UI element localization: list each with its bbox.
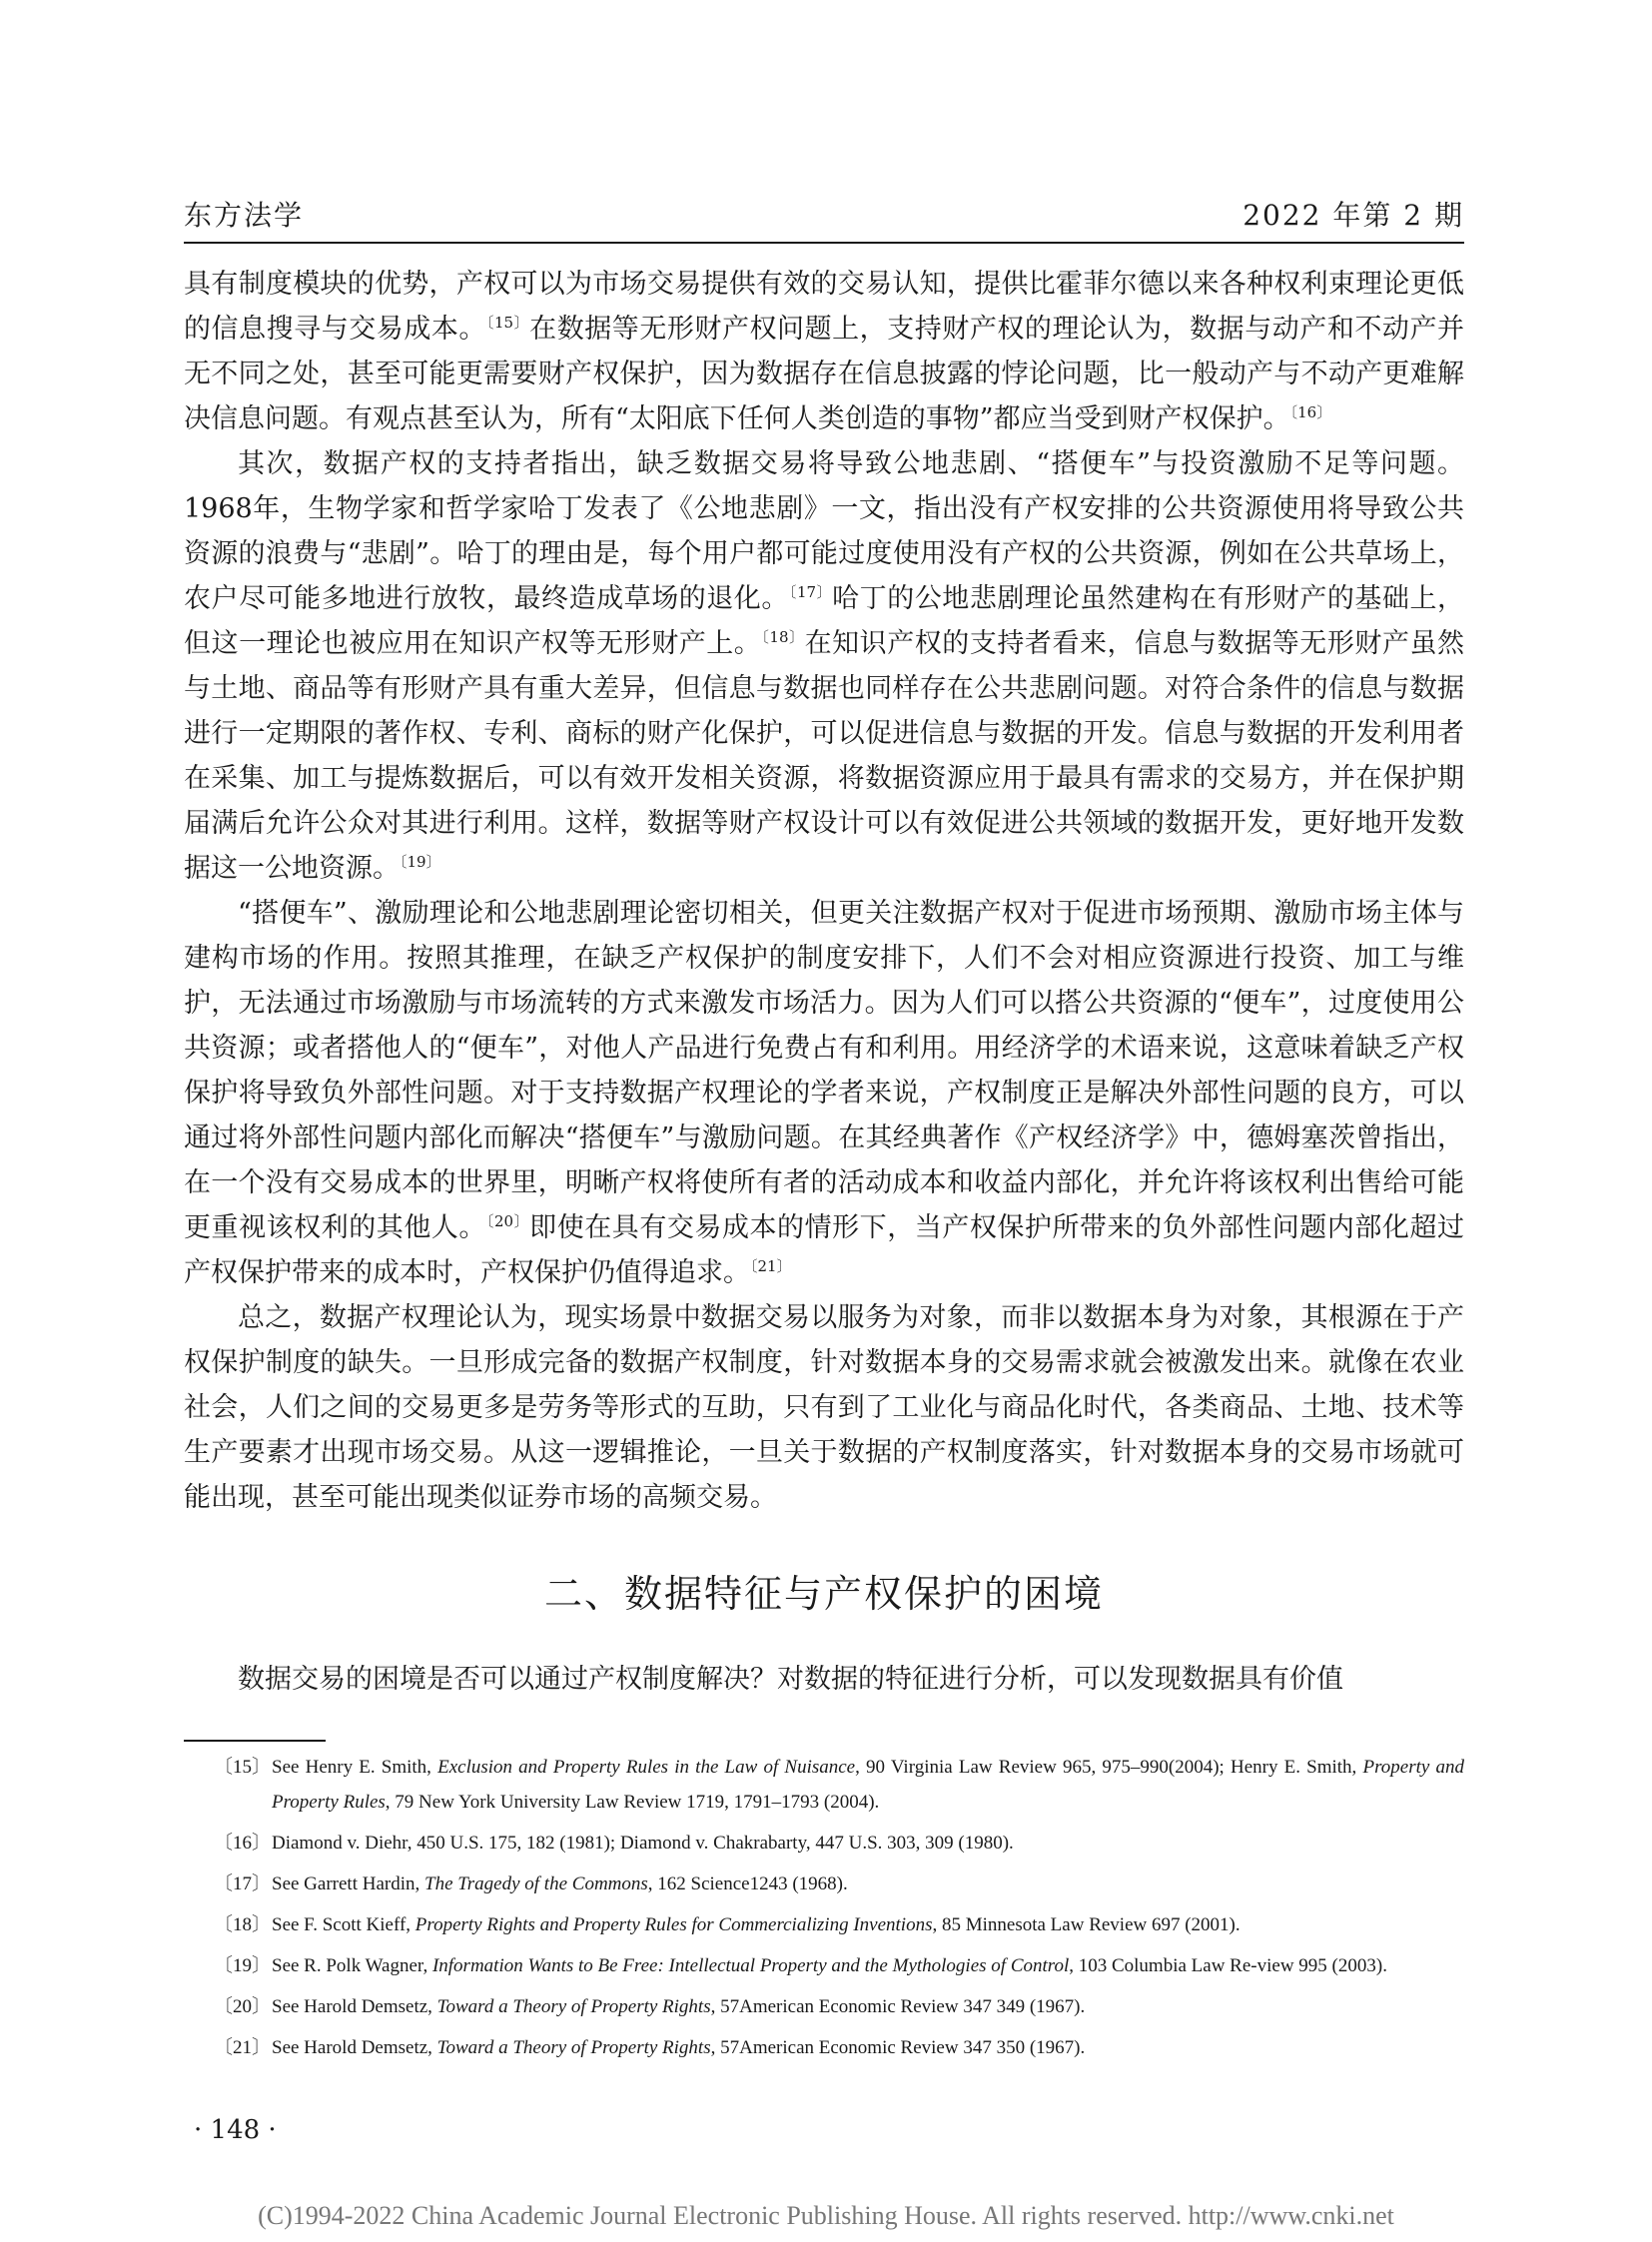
page-number: · 148 · (194, 2115, 277, 2145)
footnote-mark: 〔19〕 (214, 1955, 272, 1976)
text-run: 在知识产权的支持者看来，信息与数据等无形财产虽然与土地、商品等有形财产具有重大差异，但信息与数据也同样存在公共悲剧问题。对符合条件的信息与数据进行一定期限的著作权、专利、商标的财产化保护，可以促进信息与数据的开发。信息与数据的开发利用者在采集、加工与提炼数据后，可以有效开发相关资源，将数据资源应用于最具有需求的交易方，并在保护期届满后允许公众对其进行利用。这样，数据等财产权设计可以有效促进公共领域的数据开发，更好地开发数据这一公地资源。 (184, 628, 1465, 884)
text-run: , 90 Virginia Law Review 965, 975–990(2004); Henry E. Smith, (855, 1757, 1363, 1778)
copyright-notice: (C)1994-2022 China Academic Journal Electronic Publishing House. All rights reserved. http://www.cnki.net (258, 2201, 1394, 2230)
footnote-item (184, 1826, 1464, 1861)
footnote-item (184, 1989, 1464, 2024)
text-run: 在数据等无形财产权问题上，支持财产权的理论认为，数据与动产和不动产并无不同之处，甚至可能更需要财产权保护，因为数据存在信息披露的悖论问题，比一般动产与不动产更难解决信息问题。有观点甚至认为，所有“太阳底下任何人类创造的事物”都应当受到财产权保护。 (184, 314, 1465, 434)
text-run: 具有制度模块的优势，产权可以为市场交易提供有效的交易认知，提供比霍菲尔德以来各种权利束理论更低的信息搜寻与交易成本。 (184, 269, 1464, 345)
italic-title: Toward a Theory of Property Rights (436, 1996, 711, 2017)
footnote-text (272, 1989, 1464, 2024)
footnote-ref: 〔15〕 (485, 314, 530, 332)
text-run: , 162 Science1243 (1968). (647, 1873, 848, 1894)
paragraph (184, 262, 1464, 441)
text-run: 即使在具有交易成本的情形下，当产权保护所带来的负外部性问题内部化超过产权保护带来的成本时，产权保护仍值得追求。 (184, 1212, 1465, 1288)
text-run: Diamond v. Diehr, 450 U.S. 175, 182 (1981); Diamond v. Chakrabarty, 447 U.S. 303, 309 (1980). (272, 1833, 1014, 1854)
footnote-rule (184, 1740, 326, 1742)
footnote-mark: 〔20〕 (214, 1996, 272, 2017)
footnote-list (184, 1750, 1464, 2071)
italic-title: The Tragedy of the Commons (424, 1873, 648, 1894)
footnote-ref: 〔21〕 (750, 1257, 792, 1275)
text-run: See Harold Demsetz, (272, 1996, 437, 2017)
footnote-item (184, 1750, 1464, 1820)
italic-title: Exclusion and Property Rules in the Law of Nuisance (437, 1757, 856, 1778)
running-header (184, 188, 1464, 234)
text-run: , 103 Columbia Law Re-view 995 (2003). (1069, 1955, 1387, 1976)
footnote-item (184, 1907, 1464, 1942)
italic-title: Property Rights and Property Rules for Commercializing Inventions (414, 1914, 933, 1935)
footnote-ref: 〔16〕 (1289, 403, 1332, 421)
text-run: See Garrett Hardin, (272, 1873, 424, 1894)
text-run: See F. Scott Kieff, (272, 1914, 415, 1935)
text-run: See Harold Demsetz, (272, 2037, 437, 2058)
text-run: See R. Polk Wagner, (272, 1955, 432, 1976)
footnote-text (272, 1948, 1464, 1983)
footnote-ref: 〔17〕 (788, 583, 833, 601)
text-run: 其次，数据产权的支持者指出，缺乏数据交易将导致公地悲剧、“搭便车”与投资激励不足等问题。1968年，生物学家和哲学家哈丁发表了《公地悲剧》一文，指出没有产权安排的公共资源使用将导致公共资源的浪费与“悲剧”。哈丁的理由是，每个用户都可能过度使用没有产权的公共资源，例如在公共草场上，农户尽可能多地进行放牧，最终造成草场的退化。 (184, 448, 1464, 614)
footnote-mark: 〔17〕 (214, 1873, 272, 1894)
text-run: 总之，数据产权理论认为，现实场景中数据交易以服务为对象，而非以数据本身为对象，其根源在于产权保护制度的缺失。一旦形成完备的数据产权制度，针对数据本身的交易需求就会被激发出来。就像在农业社会，人们之间的交易更多是劳务等形式的互助，只有到了工业化与商品化时代，各类商品、土地、技术等生产要素才出现市场交易。从这一逻辑推论，一旦关于数据的产权制度落实，针对数据本身的交易市场就可能出现，甚至可能出现类似证券市场的高频交易。 (184, 1302, 1464, 1513)
footnote-item (184, 2030, 1464, 2065)
italic-title: Toward a Theory of Property Rights (436, 2037, 711, 2058)
text-run: , 57American Economic Review 347 350 (1967). (710, 2037, 1086, 2058)
text-run: 哈丁的公地悲剧理论虽然建构在有形财产的基础上，但这一理论也被应用在知识产权等无形财产上。 (184, 583, 1465, 659)
issue-label: 2022 年第 2 期 (1242, 199, 1464, 232)
footnote-mark: 〔15〕 (214, 1757, 272, 1778)
footnote-mark: 〔18〕 (214, 1914, 272, 1935)
text-run: , 79 New York University Law Review 1719, 1791–1793 (2004). (385, 1792, 880, 1813)
header-rule (184, 242, 1464, 244)
footnote-ref: 〔18〕 (761, 628, 805, 646)
footnote-text (272, 1826, 1464, 1861)
text-run: “搭便车”、激励理论和公地悲剧理论密切相关，但更关注数据产权对于促进市场预期、激励市场主体与建构市场的作用。按照其推理，在缺乏产权保护的制度安排下，人们不会对相应资源进行投资、加工与维护，无法通过市场激励与市场流转的方式来激发市场活力。因为人们可以搭公共资源的“便车”，过度使用公共资源；或者搭他人的“便车”，对他人产品进行免费占有和利用。用经济学的术语来说，这意味着缺乏产权保护将导致负外部性问题。对于支持数据产权理论的学者来说，产权制度正是解决外部性问题的良方，可以通过将外部性问题内部化而解决“搭便车”与激励问题。在其经典著作《产权经济学》中，德姆塞茨曾指出，在一个没有交易成本的世界里，明晰产权将使所有者的活动成本和收益内部化，并允许将该权利出售给可能更重视该权利的其他人。 (184, 898, 1464, 1243)
section-paragraph: 数据交易的困境是否可以通过产权制度解决？对数据的特征进行分析，可以发现数据具有价值 (238, 1664, 1343, 1695)
text-run: , 57American Economic Review 347 349 (1967). (710, 1996, 1086, 2017)
italic-title: Property and Property Rules (272, 1757, 1464, 1813)
footnote-text (272, 1750, 1464, 1820)
footnote-item (184, 1867, 1464, 1901)
footnote-text (272, 2030, 1464, 2065)
paragraph (184, 891, 1464, 1295)
footnote-text (272, 1867, 1464, 1901)
footnote-item (184, 1948, 1464, 1983)
footnote-text (272, 1907, 1464, 1942)
journal-name: 东方法学 (184, 199, 305, 232)
article-body (184, 262, 1464, 1702)
text-run: , 85 Minnesota Law Review 697 (2001). (932, 1914, 1240, 1935)
paragraph (184, 1295, 1464, 1520)
footnote-mark: 〔21〕 (214, 2037, 272, 2058)
paragraph (184, 441, 1464, 891)
footnote-ref: 〔20〕 (485, 1212, 530, 1230)
section-title: 二、数据特征与产权保护的困境 (543, 1572, 1104, 1616)
paragraph-list (184, 262, 1464, 1520)
footnote-ref: 〔19〕 (400, 853, 441, 871)
text-run: See Henry E. Smith, (272, 1757, 438, 1778)
footnote-mark: 〔16〕 (214, 1833, 272, 1854)
italic-title: Information Wants to Be Free: Intellectual Property and the Mythologies of Control (431, 1955, 1070, 1976)
